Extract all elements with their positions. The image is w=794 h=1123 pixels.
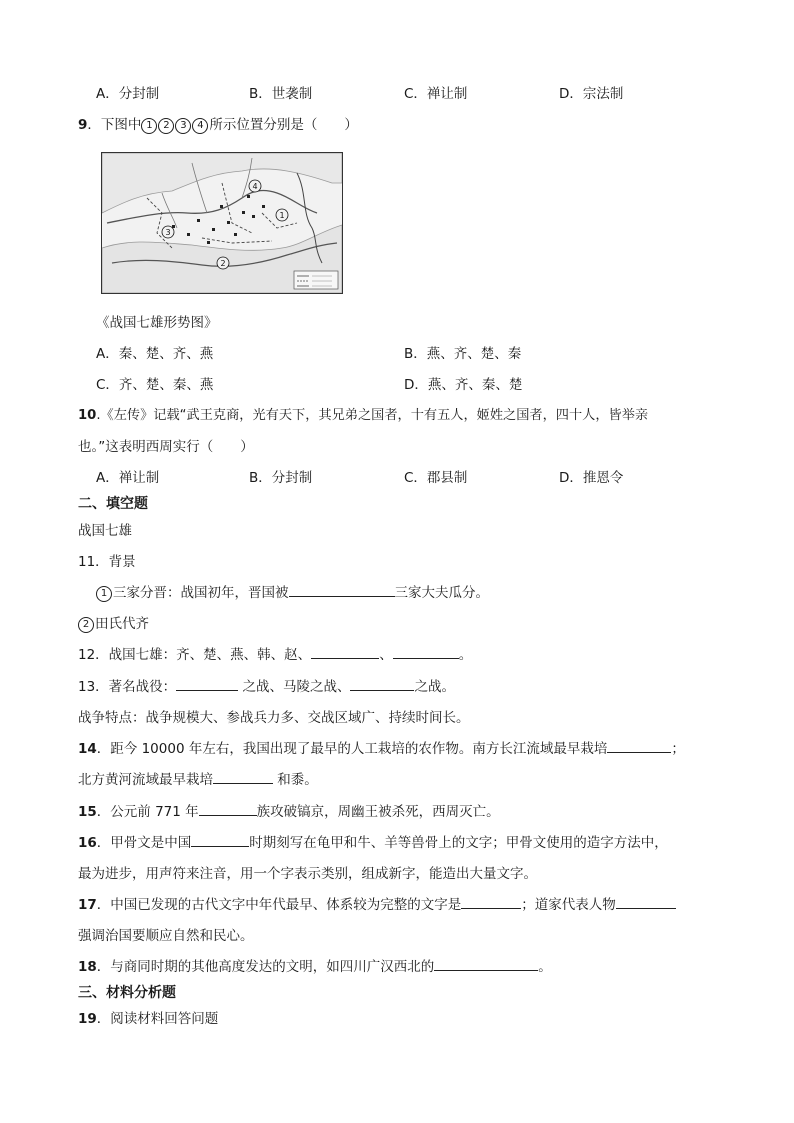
q19-text: ．阅读材料回答问题 [96, 1011, 219, 1027]
section-2-heading: 二、填空题 [78, 496, 148, 512]
q14-blank-1[interactable] [607, 738, 671, 753]
q15-text-a: ．公元前 771 年 [96, 804, 199, 820]
q13-text-c: 之战。 [414, 679, 455, 695]
q17-number: 17 [78, 897, 97, 913]
q17-text-b: ；道家代表人物 [521, 897, 616, 913]
q14-text-b: ； [671, 741, 685, 757]
q10-stem-line2: 也。”这表明西周实行（ ） [78, 439, 254, 455]
q19-number: 19 [78, 1011, 97, 1027]
q17-text-a: ．中国已发现的古代文字中年代最早、体系较为完整的文字是 [96, 897, 462, 913]
q9-option-b: B．燕、齐、楚、秦 [404, 346, 522, 362]
q15-blank-1[interactable] [199, 801, 257, 816]
q17-line-1 [78, 893, 676, 913]
q9-option-d: D．燕、齐、秦、楚 [404, 377, 523, 393]
q15 [78, 800, 500, 820]
q14-text-c: 北方黄河流域最早栽培 [78, 772, 213, 788]
map-marker-1: 1 [279, 211, 285, 220]
q11-label: 11．背景 [78, 554, 136, 570]
map-caption: 《战国七雄形势图》 [96, 315, 218, 331]
q12-text-b: 、 [379, 647, 393, 663]
q11-blank-1[interactable] [289, 582, 395, 597]
q13-blank-2[interactable] [350, 676, 414, 691]
q11-item-1 [96, 581, 489, 602]
q17-line-2: 强调治国要顺应自然和民心。 [78, 928, 254, 944]
map-marker-3: 3 [165, 228, 171, 237]
q13-blank-1[interactable] [176, 676, 238, 691]
q9-option-a: A．秦、楚、齐、燕 [96, 346, 214, 362]
q10-stem-line1 [78, 404, 648, 423]
q9-stem-prefix: ．下图中 [87, 117, 142, 133]
circled-number-2: 2 [78, 617, 94, 633]
map-marker-2: 2 [220, 259, 226, 268]
q11-item-2 [78, 612, 149, 633]
q8-option-a: A．分封制 [96, 86, 160, 102]
q10-number: 10 [78, 408, 97, 423]
q14-line-2 [78, 768, 318, 788]
q10-option-b: B．分封制 [249, 470, 313, 486]
q13-text-b: 之战、马陵之战、 [238, 679, 351, 695]
q8-option-b: B．世袭制 [249, 86, 313, 102]
q10-text-1: .《左传》记载“武王克商，光有天下，其兄弟之国者，十有五人，姬姓之国者，四十人，皆举亲 [96, 408, 649, 423]
q11-item-2-text: 田氏代齐 [95, 616, 149, 632]
q13-text-a: 13．著名战役： [78, 679, 177, 695]
q12-text-a: 12．战国七雄：齐、楚、燕、韩、赵、 [78, 647, 312, 663]
circled-number-1: 1 [141, 118, 157, 134]
section-2-topic: 战国七雄 [78, 523, 132, 539]
q18 [78, 955, 552, 975]
q19 [78, 1007, 218, 1027]
circled-number-2: 2 [158, 118, 174, 134]
q16-text-b: 时期刻写在龟甲和牛、羊等兽骨上的文字；甲骨文使用的造字方法中， [249, 835, 668, 851]
q18-blank-1[interactable] [434, 956, 538, 971]
q14-line-1 [78, 737, 685, 757]
q16-text-a: ．甲骨文是中国 [96, 835, 192, 851]
q12 [78, 643, 472, 663]
q12-blank-1[interactable] [311, 644, 379, 659]
q16-line-2: 最为进步，用声符来注音，用一个字表示类别，组成新字，能造出大量文字。 [78, 866, 537, 882]
q11-item-1-text-a: 三家分晋：战国初年，晋国被 [113, 585, 289, 601]
map-drawing [102, 153, 342, 293]
q16-line-1 [78, 831, 668, 851]
q9-option-c: C．齐、楚、秦、燕 [96, 377, 214, 393]
q18-text-b: 。 [538, 959, 552, 975]
q18-number: 18 [78, 959, 97, 975]
map-marker-4: 4 [252, 182, 258, 191]
circled-number-3: 3 [175, 118, 191, 134]
q8-option-d: D．宗法制 [559, 86, 624, 102]
q9-stem [78, 113, 358, 134]
q18-text-a: ．与商同时期的其他高度发达的文明，如四川广汉西北的 [96, 959, 435, 975]
q15-number: 15 [78, 804, 97, 820]
q14-text-a: ．距今 10000 年左右，我国出现了最早的人工栽培的农作物。南方长江流域最早栽培 [96, 741, 608, 757]
q17-blank-1[interactable] [461, 894, 521, 909]
q17-blank-2[interactable] [616, 894, 676, 909]
circled-number-1: 1 [96, 586, 112, 602]
q14-text-d: 和黍。 [273, 772, 318, 788]
q10-option-a: A．禅让制 [96, 470, 160, 486]
q12-text-c: 。 [458, 647, 473, 663]
q9-number: 9 [78, 117, 88, 133]
q10-option-c: C．郡县制 [404, 470, 468, 486]
circled-number-4: 4 [192, 118, 208, 134]
q13 [78, 675, 455, 695]
q16-blank-1[interactable] [191, 832, 249, 847]
q11-item-1-text-b: 三家大夫瓜分。 [394, 585, 489, 601]
war-features: 战争特点：战争规模大、参战兵力多、交战区域广、持续时间长。 [78, 710, 470, 726]
q12-blank-2[interactable] [393, 644, 459, 659]
q14-number: 14 [78, 741, 97, 757]
q8-option-c: C．禅让制 [404, 86, 468, 102]
q10-option-d: D．推恩令 [559, 470, 624, 486]
warring-states-map [101, 152, 343, 294]
q9-stem-suffix: 所示位置分别是（ ） [209, 117, 358, 133]
q15-text-b: 族攻破镐京，周幽王被杀死，西周灭亡。 [256, 804, 500, 820]
q14-blank-2[interactable] [213, 769, 273, 784]
q16-number: 16 [78, 835, 97, 851]
section-3-heading: 三、材料分析题 [78, 985, 176, 1001]
